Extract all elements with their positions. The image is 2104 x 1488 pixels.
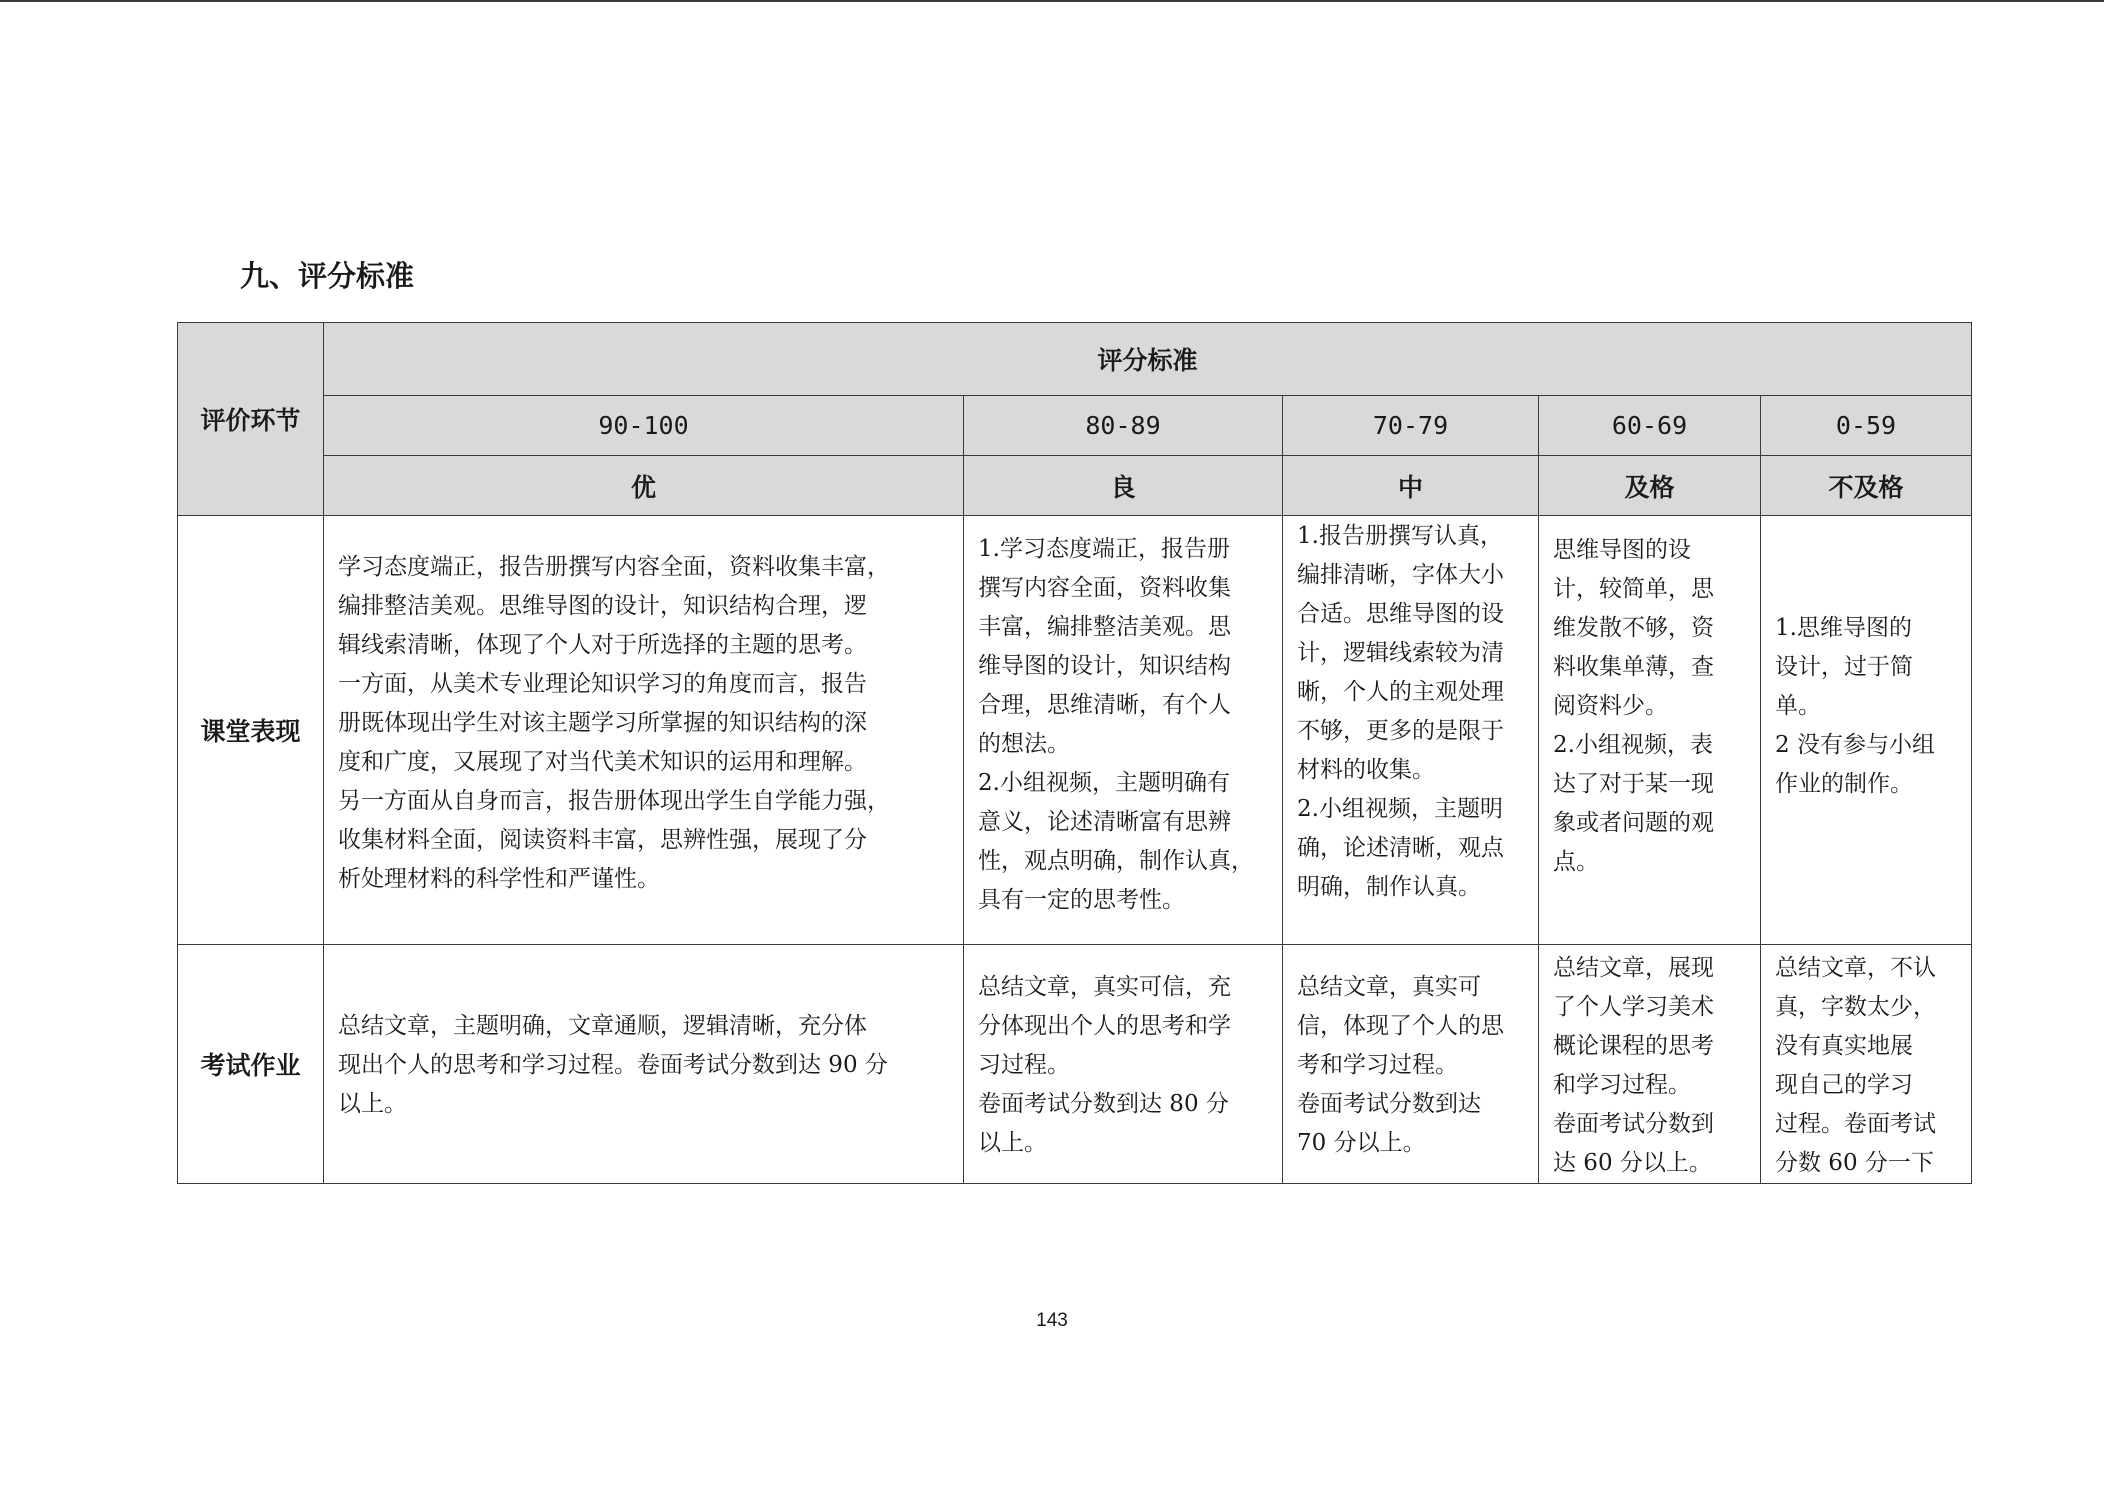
top-rule	[0, 0, 2104, 2]
range-header: 80-89	[964, 396, 1283, 456]
criteria-cell	[1539, 516, 1761, 945]
criteria-cell	[1761, 945, 1972, 1184]
criteria-text: 学习态度端正，报告册撰写内容全面，资料收集丰富， 编排整洁美观。思维导图的设计，知识结构合理，逻 辑线索清晰，体现了个人对于所选择的主题的思考。 一方面，从美术专业理论知识学习的角度而言，报告 册既体现出学生对该主题学习所掌握的知识结构的深 度和广度，又展现了对当代美术知识的运用和理解。 另一方面从自身而言，报告册体现出学生自学能力强， 收集材料全面，阅读资料丰富，思辨性强，展现了分 析处理材料的科学性和严谨性。	[338, 554, 890, 892]
grade-header: 及格	[1539, 456, 1761, 516]
grade-header: 优	[324, 456, 964, 516]
criteria-cell	[324, 516, 964, 945]
criteria-text: 总结文章，主题明确，文章通顺，逻辑清晰，充分体 现出个人的思考和学习过程。卷面考试分数到达 90 分 以上。	[338, 1013, 888, 1117]
criteria-cell	[1539, 945, 1761, 1184]
range-header: 60-69	[1539, 396, 1761, 456]
grade-header: 中	[1283, 456, 1539, 516]
range-header: 90-100	[324, 396, 964, 456]
section-heading: 九、评分标准	[240, 259, 415, 293]
table-row	[178, 945, 1972, 1184]
grade-header: 良	[964, 456, 1283, 516]
criteria-cell	[1761, 516, 1972, 945]
criteria-text: 思维导图的设 计，较简单，思 维发散不够，资 料收集单薄，查 阅资料少。 2.小组视频，表 达了对于某一现 象或者问题的观 点。	[1553, 537, 1714, 875]
criteria-cell	[964, 516, 1283, 945]
corner-header: 评价环节	[178, 323, 324, 516]
criteria-text: 1.报告册撰写认真， 编排清晰，字体大小 合适。思维导图的设 计，逻辑线索较为清 晰，个人的主观处理 不够，更多的是限于 材料的收集。 2.小组视频，主题明 确，论述清晰，观点 明确，制作认真。	[1297, 523, 1504, 900]
range-header: 70-79	[1283, 396, 1539, 456]
criteria-text: 总结文章，真实可 信，体现了个人的思 考和学习过程。 卷面考试分数到达 70 分以上。	[1297, 974, 1504, 1156]
header-row-group	[178, 323, 1972, 396]
grade-header: 不及格	[1761, 456, 1972, 516]
grading-rubric-table	[177, 322, 1972, 1184]
table-row	[178, 516, 1972, 945]
criteria-text: 总结文章，不认 真，字数太少， 没有真实地展 现自己的学习 过程。卷面考试 分数 60 分一下	[1775, 955, 1936, 1176]
page-number: 143	[1036, 1310, 1068, 1331]
criteria-cell	[1283, 945, 1539, 1184]
criteria-cell	[1283, 516, 1539, 945]
criteria-text: 1.学习态度端正，报告册 撰写内容全面，资料收集 丰富，编排整洁美观。思 维导图的设计，知识结构 合理，思维清晰，有个人 的想法。 2.小组视频，主题明确有 意义，论述清晰富有思辨 性，观点明确，制作认真， 具有一定的思考性。	[978, 536, 1254, 913]
criteria-text: 总结文章，展现 了个人学习美术 概论课程的思考 和学习过程。 卷面考试分数到 达 60 分以上。	[1553, 955, 1714, 1176]
criteria-text: 1.思维导图的 设计，过于简 单。 2 没有参与小组 作业的制作。	[1775, 615, 1935, 797]
group-header: 评分标准	[324, 323, 1972, 396]
header-row-ranges	[178, 396, 1972, 456]
header-row-grades	[178, 456, 1972, 516]
criteria-cell	[324, 945, 964, 1184]
row-label: 考试作业	[178, 945, 324, 1184]
range-header: 0-59	[1761, 396, 1972, 456]
criteria-cell	[964, 945, 1283, 1184]
criteria-text: 总结文章，真实可信，充 分体现出个人的思考和学 习过程。 卷面考试分数到达 80 分 以上。	[978, 974, 1231, 1156]
row-label: 课堂表现	[178, 516, 324, 945]
